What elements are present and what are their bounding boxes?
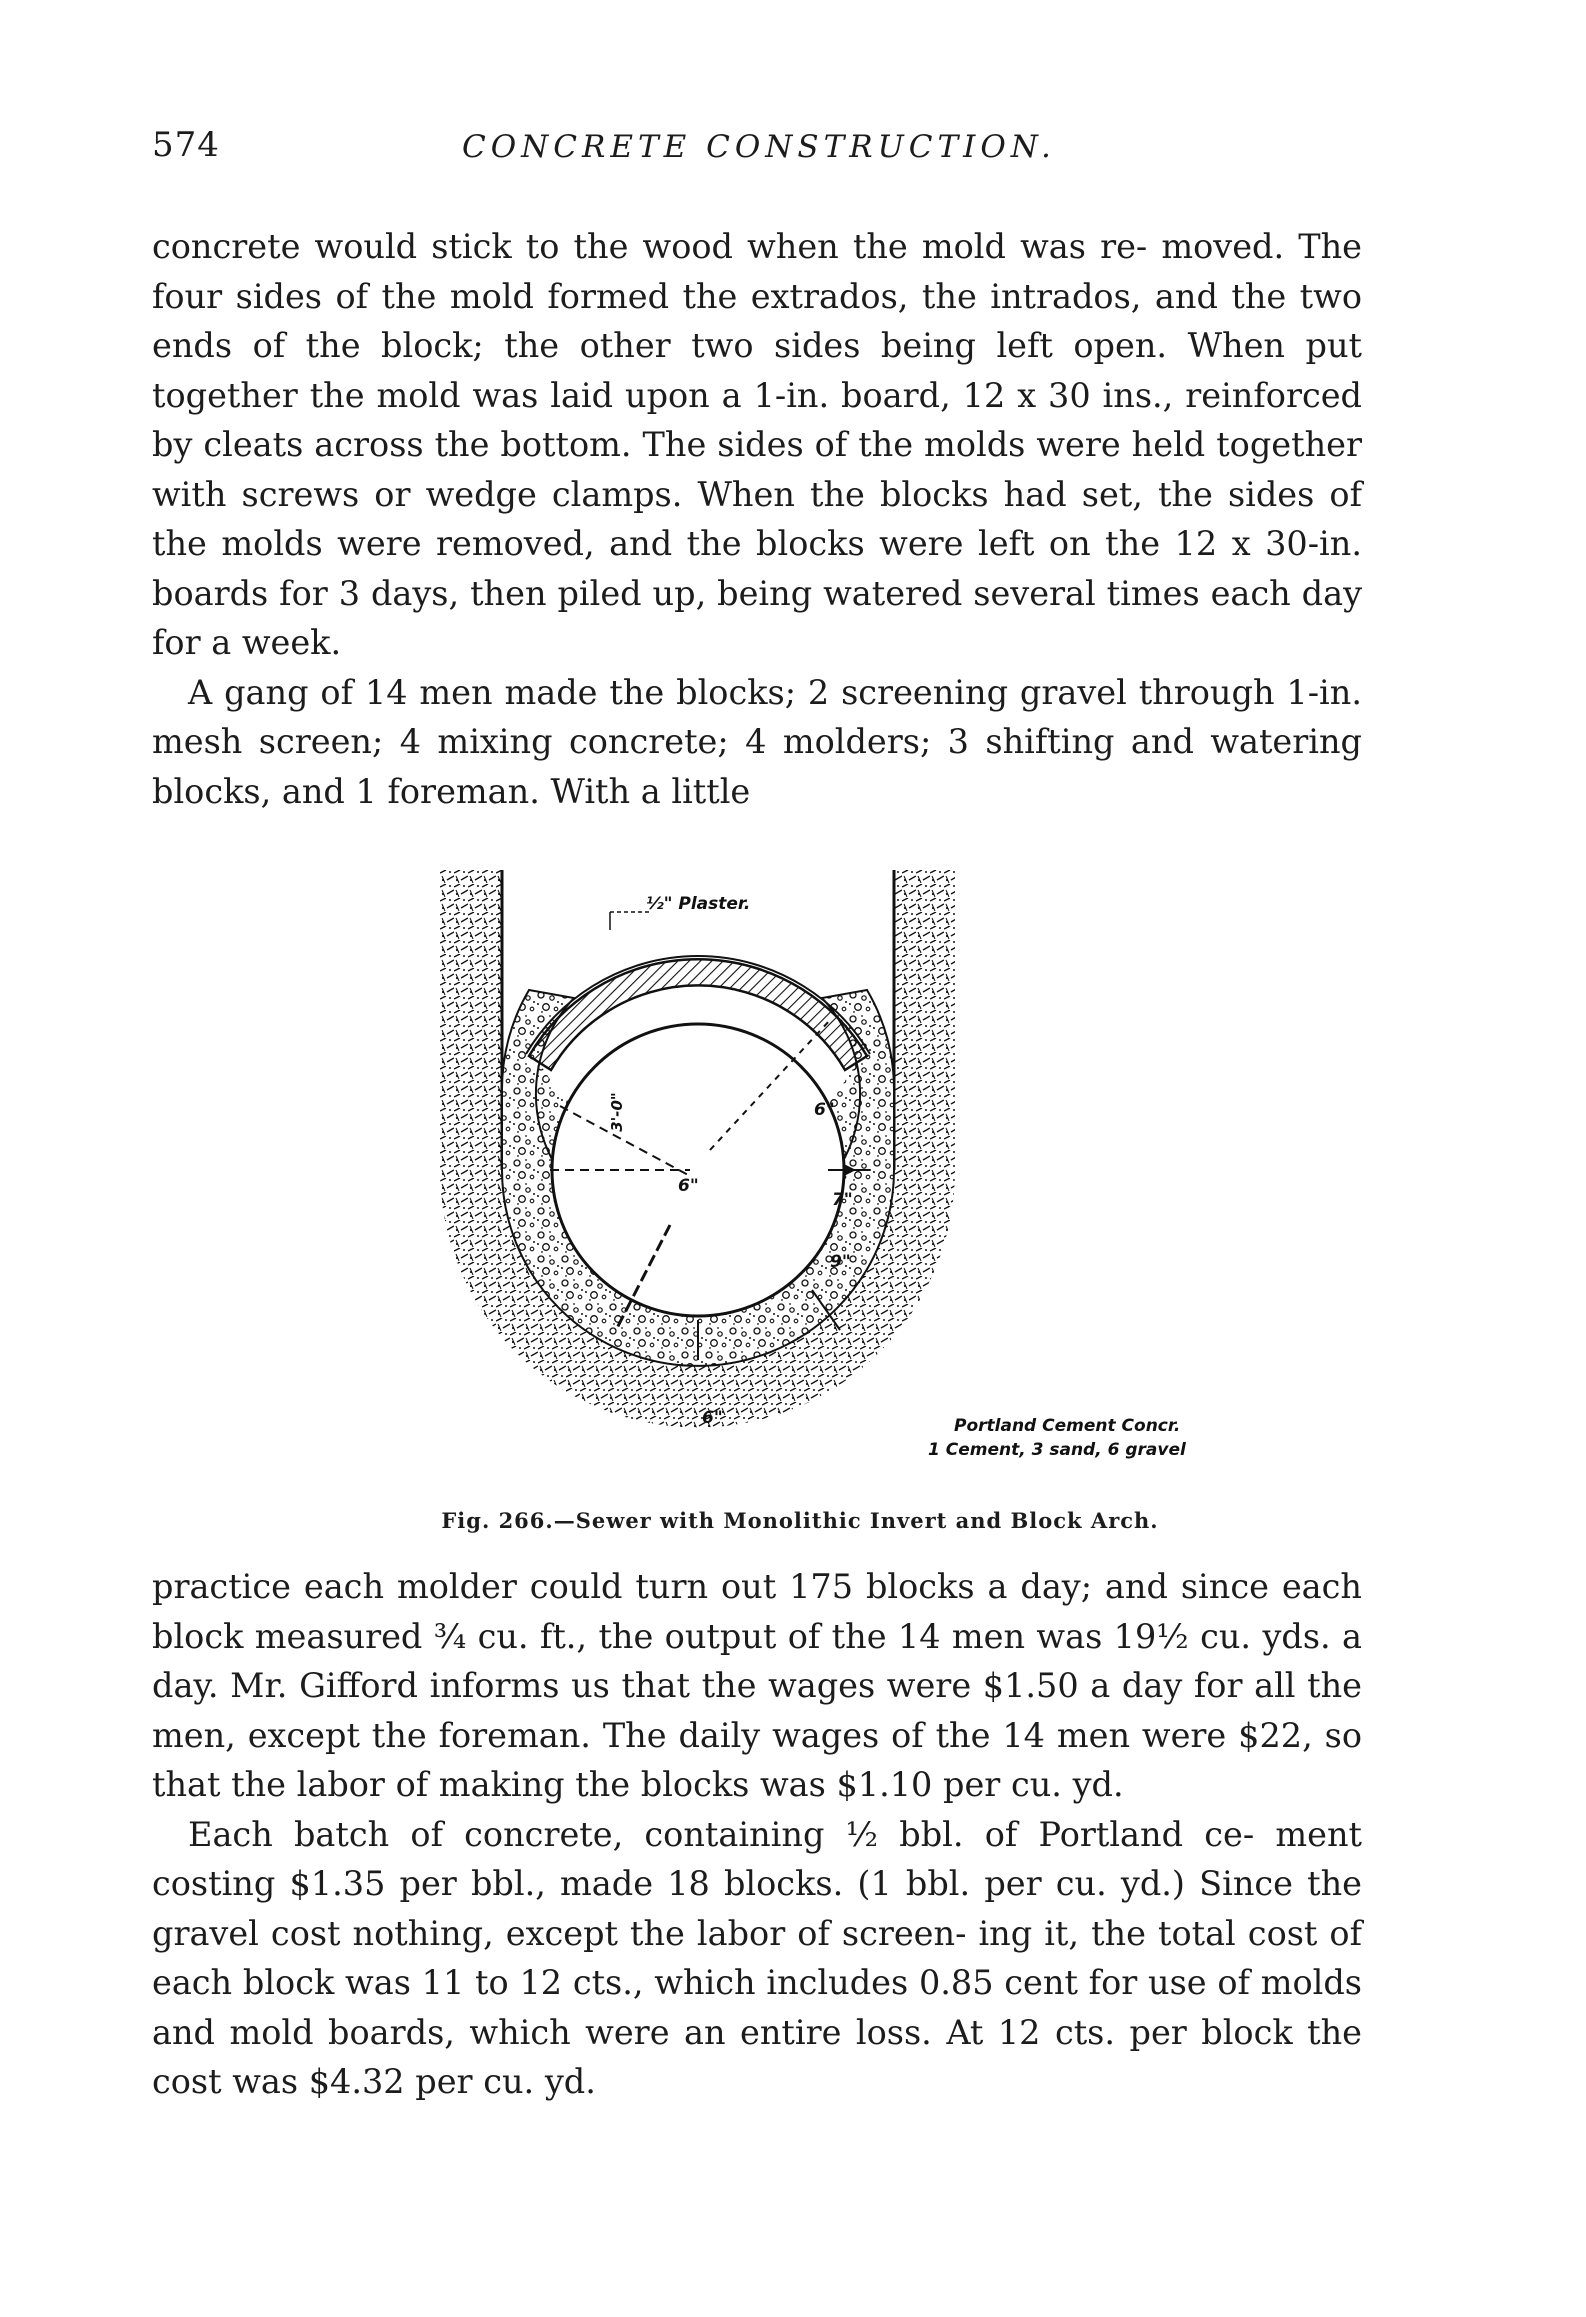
paragraph: Each batch of concrete, containing ½ bbl. of Portland ce- ment costing $1.35 per bbl., made 18 blocks. (1 bbl. per cu. yd.) Since the gravel cost nothing, except the labor of screen- ing it, the total cost of each block was 11 to 12 cts., which includes 0.85 cent for use of molds and mold boards, which were an entire loss. At 12 cts. per block the cost was $4.32 per cu. yd. <box>152 1814 1362 2101</box>
plaster-label: ½" Plaster. <box>646 894 751 914</box>
radius-label: 3'-0" <box>607 1092 626 1132</box>
paragraph: concrete would stick to the wood when the mold was re- moved. The four sides of the mold formed the extrados, the intrados, and the two ends of the block; the other two sides being left open. When put together the mold was laid upon a 1-in. board, 12 x 30 ins., reinforced by cleats across the bottom. The sides of the molds were held together with screws or wedge clamps. When the blocks had set, the sides of the molds were removed, and the blocks were left on the 12 x 30-in. boards for 3 days, then piled up, being watered several times each day for a week. <box>152 227 1362 662</box>
paragraph: practice each molder could turn out 175 blocks a day; and since each block measured ¾ cu. ft., the output of the 14 men was 19½ cu. yds. a day. Mr. Gifford informs us that the wages were $1.50 a day for all the men, except the foreman. The daily wages of the 14 men were $22, so that the labor of making the blocks was $1.10 per cu. yd. <box>152 1567 1362 1804</box>
invert-thickness-label: 6" <box>702 1408 723 1428</box>
page-header <box>152 125 1362 185</box>
figure-caption: Fig. 266.—Sewer with Monolithic Invert and Block Arch. <box>441 1508 1159 1533</box>
center-dimension-label: 6" <box>678 1176 699 1196</box>
text-block-top <box>152 222 1362 816</box>
sewer-figure <box>440 870 1280 1530</box>
haunch-thickness-label: 9" <box>830 1252 851 1272</box>
arch-thickness-label: 6" <box>814 1100 835 1120</box>
text-block-bottom <box>152 1562 1362 2107</box>
concrete-mix-label: 1 Cement, 3 sand, 6 gravel <box>928 1440 1186 1460</box>
concrete-spec-label: Portland Cement Concr. <box>954 1416 1181 1436</box>
page-number: 574 <box>152 125 220 165</box>
side-thickness-label: 7" <box>832 1190 853 1210</box>
running-title: CONCRETE CONSTRUCTION. <box>462 129 1056 165</box>
paragraph: A gang of 14 men made the blocks; 2 screening gravel through 1-in. mesh screen; 4 mixing concrete; 4 molders; 3 shifting and watering blocks, and 1 foreman. With a little <box>152 672 1362 811</box>
